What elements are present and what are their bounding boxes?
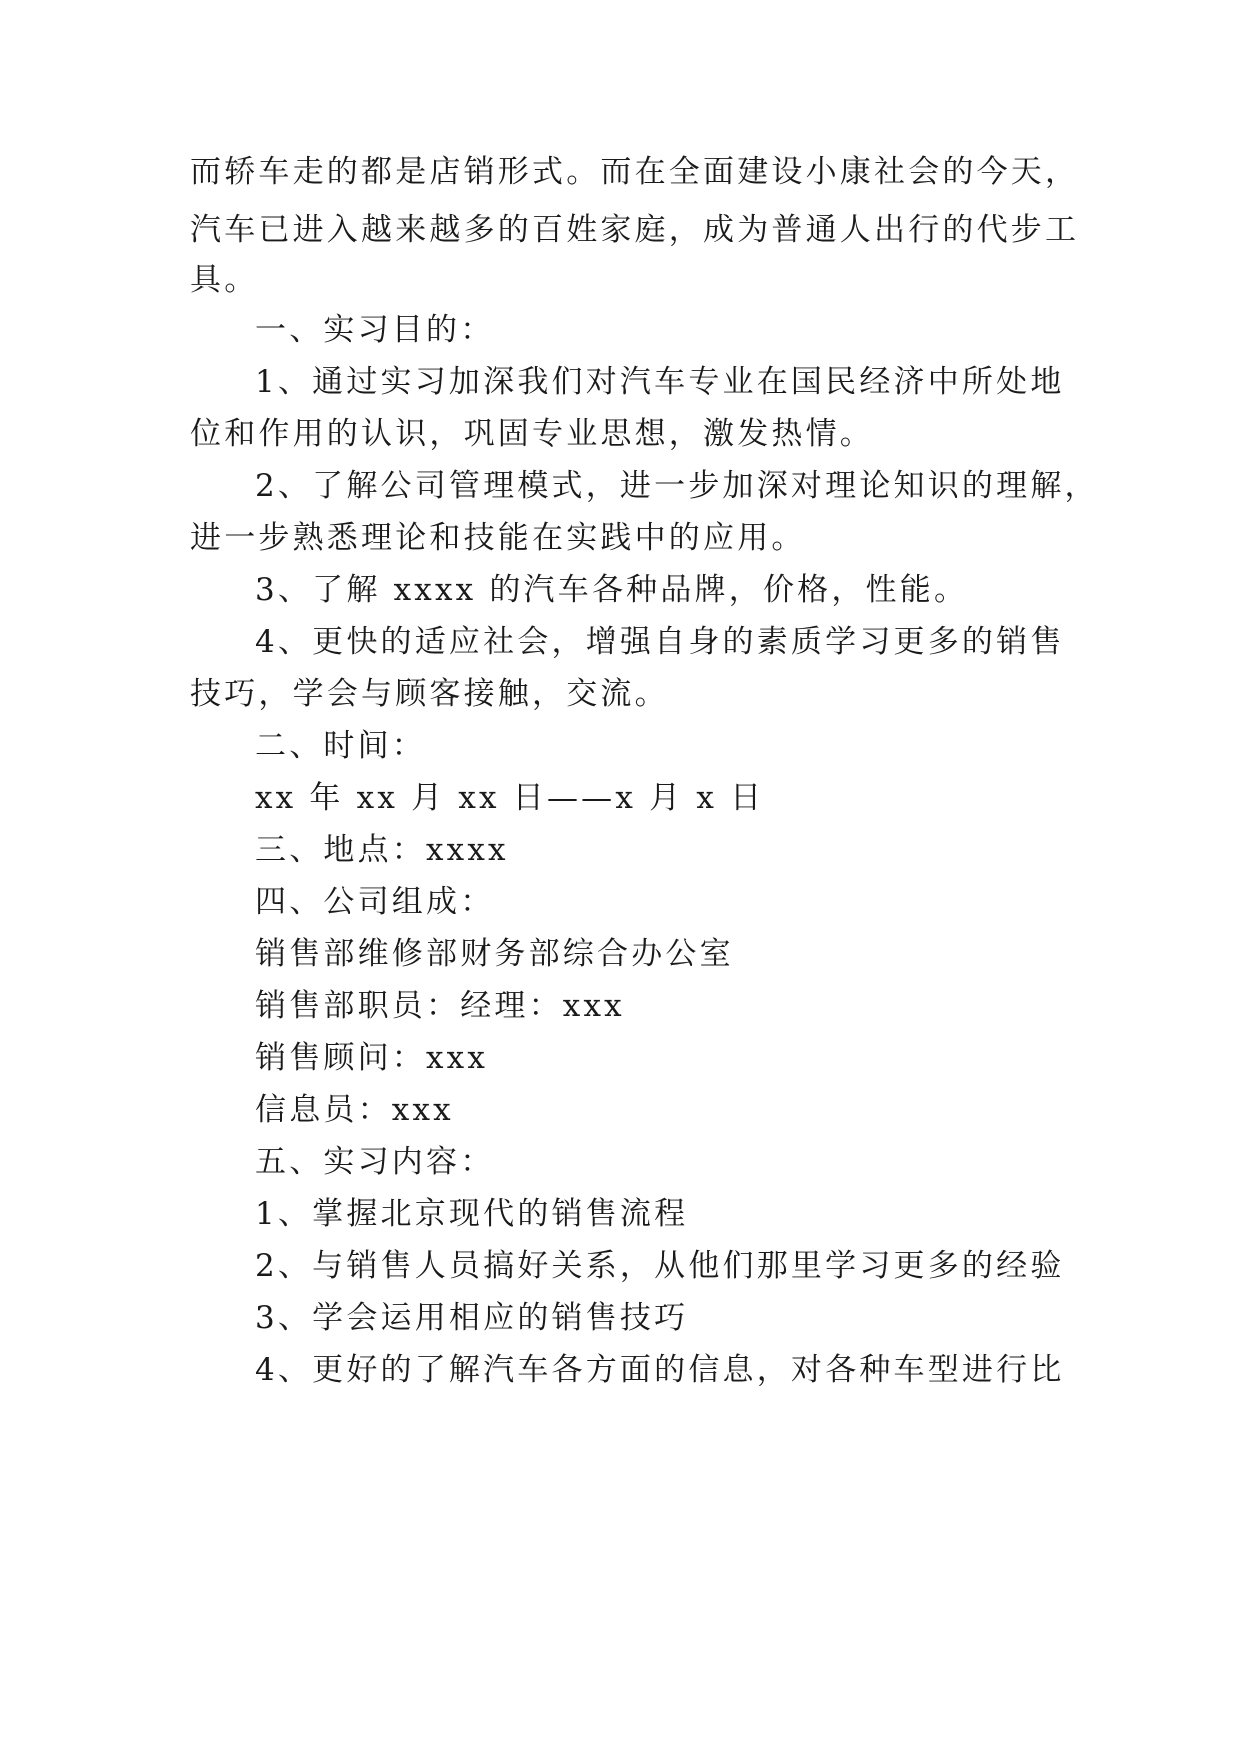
section-heading: 五、实习内容： [255,1144,495,1180]
paragraph-line: 销售部职员：经理：xxx [255,988,625,1024]
paragraph-line: 位和作用的认识，巩固专业思想，激发热情。 [190,416,874,452]
section-heading: 四、公司组成： [255,884,495,920]
list-item: 4、更好的了解汽车各方面的信息，对各种车型进行比 [255,1352,1065,1388]
list-item: 3、了解 xxxx 的汽车各种品牌，价格，性能。 [255,572,969,608]
list-item: 4、更快的适应社会，增强自身的素质学习更多的销售 [255,624,1065,660]
paragraph-line: 技巧，学会与顾客接触，交流。 [190,676,669,712]
list-item: 1、通过实习加深我们对汽车专业在国民经济中所处地 [255,364,1065,400]
paragraph-line: 具。 [190,262,259,298]
list-item: 3、学会运用相应的销售技巧 [255,1300,689,1336]
list-item: 2、了解公司管理模式，进一步加深对理论知识的理解， [255,468,1099,504]
list-item: 1、掌握北京现代的销售流程 [255,1196,689,1232]
section-heading: 三、地点：xxxx [255,832,509,868]
paragraph-line: 进一步熟悉理论和技能在实践中的应用。 [190,520,806,556]
paragraph-line: 销售顾问：xxx [255,1040,489,1076]
date-range: xx 年 xx 月 xx 日——x 月 x 日 [255,780,765,816]
section-heading: 一、实习目的： [255,312,495,348]
paragraph-line: 汽车已进入越来越多的百姓家庭，成为普通人出行的代步工 [190,212,1080,248]
paragraph-line: 信息员：xxx [255,1092,454,1128]
paragraph-line: 而轿车走的都是店销形式。而在全面建设小康社会的今天， [190,154,1080,190]
list-item: 2、与销售人员搞好关系，从他们那里学习更多的经验 [255,1248,1065,1284]
paragraph-line: 销售部维修部财务部综合办公室 [255,936,734,972]
section-heading: 二、时间： [255,728,426,764]
